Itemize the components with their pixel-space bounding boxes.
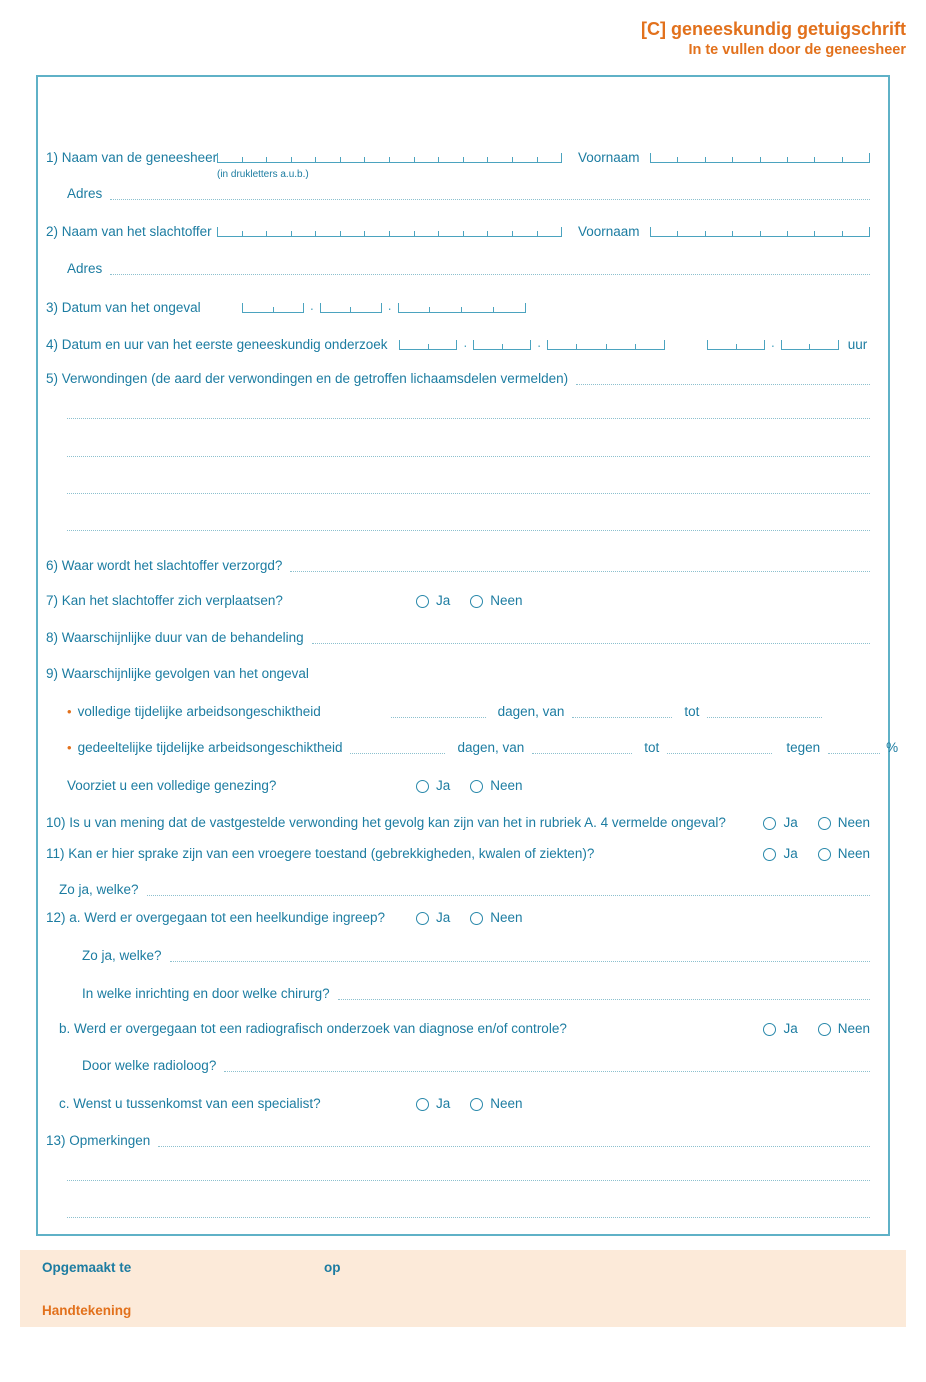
row-q11 — [46, 846, 870, 862]
q11-label: 11) Kan er hier sprake zijn van een vroegere toestand (gebrekkigheden, kwalen of ziekten)? — [46, 846, 595, 861]
q9-item1-label: volledige tijdelijke arbeidsongeschiktheid — [77, 704, 321, 719]
q7-radio-neen[interactable] — [470, 593, 522, 609]
q10-ja-label: Ja — [783, 815, 798, 830]
q5-input-line-4[interactable] — [67, 493, 870, 494]
q4-month-comb-field[interactable] — [473, 340, 531, 350]
q12a-radio-neen[interactable] — [470, 910, 522, 926]
q7-neen-label: Neen — [490, 593, 523, 608]
q3-separator-1: . — [310, 298, 314, 313]
q3-label: 3) Datum van het ongeval — [46, 300, 201, 315]
q9-item1-tot-input[interactable] — [707, 704, 822, 718]
q12c-radio-neen[interactable] — [470, 1096, 522, 1112]
q9-item2-van-input[interactable] — [532, 740, 632, 754]
q3-month-comb-field[interactable] — [320, 303, 382, 313]
row-q5 — [46, 371, 870, 387]
q7-neen-radio-icon[interactable] — [470, 595, 483, 608]
q9-item1-bullet: • — [67, 704, 72, 719]
q4-separator-3: . — [771, 335, 775, 350]
q12b-radio-ja[interactable] — [763, 1021, 797, 1037]
q9-item2-tot-input[interactable] — [667, 740, 772, 754]
q11-neen-radio-icon[interactable] — [818, 848, 831, 861]
q12a-neen-label: Neen — [490, 910, 523, 925]
row-q12b — [46, 1021, 870, 1037]
row-q12a-inrichting — [46, 986, 870, 1002]
q1-voornaam-label: Voornaam — [578, 150, 640, 165]
page-subtitle: In te vullen door de geneesheer — [688, 42, 906, 58]
q11-neen-label: Neen — [837, 846, 870, 861]
q2-name-comb-field[interactable] — [217, 227, 562, 237]
q11-radio-group — [763, 846, 870, 862]
q2-voornaam-label: Voornaam — [578, 224, 640, 239]
q9-item1-van-input[interactable] — [572, 704, 672, 718]
q9-item2-tot-label: tot — [644, 740, 660, 755]
q9-item2-days-input[interactable] — [350, 740, 445, 754]
q10-neen-label: Neen — [837, 815, 870, 830]
q6-input-line[interactable] — [290, 558, 870, 572]
row-q9-item2 — [46, 740, 899, 756]
q12b-ja-radio-icon[interactable] — [763, 1023, 776, 1036]
q8-input-line[interactable] — [312, 630, 870, 644]
q9-genezing-radio-neen[interactable] — [470, 778, 522, 794]
q11-zoja-input-line[interactable] — [147, 882, 870, 896]
q12b-radio-group — [763, 1021, 870, 1037]
q9-genezing-neen-radio-icon[interactable] — [470, 780, 483, 793]
q13-label: 13) Opmerkingen — [46, 1133, 151, 1148]
q9-genezing-radio-ja[interactable] — [416, 778, 450, 794]
handtekening-label: Handtekening — [42, 1303, 132, 1318]
row-q4 — [46, 335, 870, 353]
q9-item2-tegen-label: tegen — [786, 740, 821, 755]
q9-item2-label: gedeeltelijke tijdelijke arbeidsongeschiktheid — [77, 740, 343, 755]
q9-label: 9) Waarschijnlijke gevolgen van het ongeval — [46, 666, 309, 681]
adres2-label-text: Adres — [67, 261, 103, 276]
q11-ja-radio-icon[interactable] — [763, 848, 776, 861]
q12a-neen-radio-icon[interactable] — [470, 912, 483, 925]
form-box — [36, 75, 899, 1236]
row-q8 — [46, 630, 870, 646]
row-q10 — [46, 815, 870, 831]
q12b-ja-label: Ja — [783, 1021, 798, 1036]
q1-name-comb-field[interactable] — [217, 153, 562, 163]
q12c-radio-group — [416, 1096, 523, 1112]
q12a-zoja-input-line[interactable] — [170, 948, 870, 962]
row-q12a — [46, 910, 870, 926]
q4-label: 4) Datum en uur van het eerste geneeskundig onderzoek — [46, 337, 388, 352]
q10-radio-ja[interactable] — [763, 815, 797, 831]
q7-label: 7) Kan het slachtoffer zich verplaatsen? — [46, 593, 283, 608]
row-q12b-radioloog — [46, 1058, 870, 1074]
q11-radio-neen[interactable] — [818, 846, 870, 862]
q9-item1-days-input[interactable] — [391, 704, 486, 718]
page-header — [0, 18, 906, 60]
q1-name-field-wrap — [217, 153, 562, 180]
q10-ja-radio-icon[interactable] — [763, 817, 776, 830]
q8-label: 8) Waarschijnlijke duur van de behandeling — [46, 630, 304, 645]
q4-separator-1: . — [463, 335, 468, 350]
q12b-neen-label: Neen — [837, 1021, 870, 1036]
q9-genezing-neen-label: Neen — [490, 778, 523, 793]
q12c-neen-radio-icon[interactable] — [470, 1098, 483, 1111]
row-q11-zoja — [46, 882, 870, 898]
q12c-label: c. Wenst u tussenkomst van een specialist? — [59, 1096, 321, 1111]
q10-radio-neen[interactable] — [818, 815, 870, 831]
q9-item1-dagen-van-label: dagen, van — [497, 704, 565, 719]
q11-radio-ja[interactable] — [763, 846, 797, 862]
q2-voornaam-comb-field[interactable] — [650, 227, 870, 237]
q3-day-comb-field[interactable] — [242, 303, 304, 313]
row-q3 — [46, 298, 870, 316]
q12a-zoja-label: Zo ja, welke? — [82, 948, 162, 963]
q7-radio-ja[interactable] — [416, 593, 450, 609]
q13-input-line-2[interactable] — [67, 1180, 870, 1181]
q13-input-line-3[interactable] — [67, 1217, 870, 1218]
q2-label: 2) Naam van het slachtoffer — [46, 224, 212, 239]
row-adres2 — [46, 261, 870, 277]
q9-genezing-radio-group — [416, 778, 523, 794]
q3-year-comb-field[interactable] — [398, 303, 526, 313]
adres2-input-line[interactable] — [110, 261, 870, 275]
q9-genezing-ja-radio-icon[interactable] — [416, 780, 429, 793]
q5-label: 5) Verwondingen (de aard der verwondingen en de getroffen lichaamsdelen vermelden) — [46, 371, 569, 386]
adres1-input-line[interactable] — [110, 186, 870, 200]
q4-uur-label: uur — [847, 337, 868, 352]
q4-hour-comb-field[interactable] — [707, 340, 765, 350]
row-q9-genezing — [46, 778, 870, 794]
q9-item1-tot-label: tot — [684, 704, 700, 719]
q10-label: 10) Is u van mening dat de vastgestelde verwonding het gevolg kan zijn van het in rubriek A. 4 vermelde ongeval? — [46, 815, 726, 830]
adres1-label-text: Adres — [67, 186, 103, 201]
q6-label: 6) Waar wordt het slachtoffer verzorgd? — [46, 558, 283, 573]
q4-separator-2: . — [537, 335, 541, 350]
q12a-inrichting-label: In welke inrichting en door welke chirurg? — [82, 986, 330, 1001]
q12a-ja-radio-icon[interactable] — [416, 912, 429, 925]
q5-input-line-3[interactable] — [67, 456, 870, 457]
signature-section — [20, 1250, 906, 1327]
q10-radio-group — [763, 815, 870, 831]
signature-row-1 — [42, 1260, 341, 1275]
q9-item2-dagen-van-label: dagen, van — [457, 740, 525, 755]
q12c-neen-label: Neen — [490, 1096, 523, 1111]
q1-hint: (in drukletters a.u.b.) — [217, 169, 309, 180]
q12c-ja-radio-icon[interactable] — [416, 1098, 429, 1111]
row-q1 — [46, 150, 870, 180]
q12c-ja-label: Ja — [436, 1096, 451, 1111]
row-q13 — [46, 1133, 870, 1149]
q9-item2-bullet: • — [67, 740, 72, 755]
row-q9-item1 — [46, 704, 870, 720]
q12c-radio-ja[interactable] — [416, 1096, 450, 1112]
q9-genezing-ja-label: Ja — [436, 778, 451, 793]
q11-ja-label: Ja — [783, 846, 798, 861]
q12b-label: b. Werd er overgegaan tot een radiografisch onderzoek van diagnose en/of controle? — [59, 1021, 567, 1036]
q1-label: 1) Naam van de geneesheer — [46, 150, 218, 165]
row-q2 — [46, 224, 870, 240]
q4-year-comb-field[interactable] — [547, 340, 665, 350]
q12b-radioloog-label: Door welke radioloog? — [82, 1058, 217, 1073]
q9-item2-tegen-input[interactable] — [828, 740, 880, 754]
row-adres1 — [46, 186, 870, 202]
q4-minute-comb-field[interactable] — [781, 340, 839, 350]
op-label: op — [324, 1260, 341, 1275]
q13-input-line[interactable] — [158, 1133, 870, 1147]
page-title: [C] geneeskundig getuigschrift — [640, 19, 906, 39]
row-q7 — [46, 593, 870, 609]
q12b-radioloog-input-line[interactable] — [224, 1058, 870, 1072]
q12b-neen-radio-icon[interactable] — [818, 1023, 831, 1036]
q12a-radio-ja[interactable] — [416, 910, 450, 926]
row-q12c — [46, 1096, 870, 1112]
q12a-ja-label: Ja — [436, 910, 451, 925]
q4-day-comb-field[interactable] — [399, 340, 457, 350]
q7-radio-group — [416, 593, 523, 609]
q7-ja-label: Ja — [436, 593, 451, 608]
q9-genezing-label: Voorziet u een volledige genezing? — [67, 778, 277, 793]
q7-ja-radio-icon[interactable] — [416, 595, 429, 608]
q12b-radio-neen[interactable] — [818, 1021, 870, 1037]
q9-item2-percent-label: % — [886, 740, 899, 755]
q3-separator-2: . — [387, 298, 392, 313]
q11-zoja-label: Zo ja, welke? — [59, 882, 139, 897]
row-q6 — [46, 558, 870, 574]
q10-neen-radio-icon[interactable] — [818, 817, 831, 830]
q12a-radio-group — [416, 910, 523, 926]
q1-voornaam-comb-field[interactable] — [650, 153, 870, 163]
row-q12a-zoja — [46, 948, 870, 964]
opgemaakt-te-label: Opgemaakt te — [42, 1260, 132, 1275]
q12a-label: 12) a. Werd er overgegaan tot een heelkundige ingreep? — [46, 910, 385, 925]
q12a-inrichting-input-line[interactable] — [338, 986, 870, 1000]
q5-input-line-5[interactable] — [67, 530, 870, 531]
q5-input-line-2[interactable] — [67, 418, 870, 419]
q5-input-line[interactable] — [576, 371, 870, 385]
row-q9 — [46, 666, 870, 682]
